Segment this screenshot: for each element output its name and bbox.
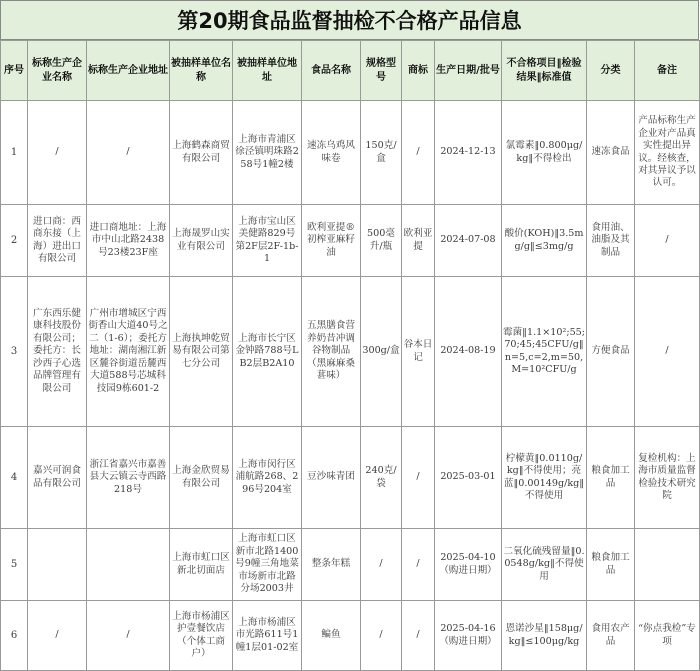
cell-sampled-unit: 上海市杨浦区护壹餐饮店（个体工商户） [170, 601, 233, 671]
cell-sampled-unit: 上海鹤森商贸有限公司 [170, 101, 233, 205]
header-food-name: 食品名称 [302, 41, 361, 101]
header-failed-item: 不合格项目‖检验结果‖标准值 [502, 41, 587, 101]
cell-remark: / [635, 205, 700, 277]
cell-sampled-address: 上海市青浦区徐泾镇明珠路258号1幢2楼 [233, 101, 302, 205]
table-row [1, 205, 700, 277]
cell-sampled-unit: 上海市虹口区新北切面店 [170, 529, 233, 601]
cell-no: 6 [1, 601, 28, 671]
cell-brand: / [402, 101, 435, 205]
cell-sampled-address: 上海市闵行区浦航路268、296号204室 [233, 427, 302, 529]
cell-spec: 240克/袋 [361, 427, 402, 529]
cell-brand: / [402, 427, 435, 529]
cell-failed-item: 柠檬黄‖0.0110g/kg‖不得使用；亮蓝‖0.00149g/kg‖不得使用 [502, 427, 587, 529]
cell-remark: 复检机构：上海市质量监督检验技术研究院 [635, 427, 700, 529]
header-spec: 规格型号 [361, 41, 402, 101]
cell-producer-address: / [87, 101, 170, 205]
cell-sampled-unit: 上海执坤乾贸易有限公司第七分公司 [170, 277, 233, 427]
table-row [1, 529, 700, 601]
cell-failed-item: 恩诺沙星‖158μg/kg‖≤100μg/kg [502, 601, 587, 671]
cell-category: 速冻食品 [587, 101, 635, 205]
cell-remark: / [635, 277, 700, 427]
cell-food-name: 整条年糕 [302, 529, 361, 601]
cell-date: 2025-03-01 [435, 427, 502, 529]
cell-brand: 谷本日记 [402, 277, 435, 427]
cell-failed-item: 酸价(KOH)‖3.5mg/g‖≤3mg/g [502, 205, 587, 277]
table-row [1, 277, 700, 427]
inspection-table [0, 40, 700, 671]
header-date: 生产日期/批号 [435, 41, 502, 101]
cell-date: 2024-08-19 [435, 277, 502, 427]
page-title: 第20期食品监督抽检不合格产品信息 [0, 0, 699, 40]
table-row [1, 427, 700, 529]
cell-sampled-unit: 上海金欣贸易有限公司 [170, 427, 233, 529]
cell-no: 2 [1, 205, 28, 277]
cell-remark: “你点我检”专项 [635, 601, 700, 671]
cell-remark [635, 529, 700, 601]
header-producer: 标称生产企业名称 [28, 41, 87, 101]
cell-brand: / [402, 529, 435, 601]
cell-failed-item: 霉菌‖1.1×10²;55;70;45;45CFU/g‖n=5,c=2,m=50,M=10²CFU/g [502, 277, 587, 427]
cell-brand: 欧利亚提 [402, 205, 435, 277]
cell-sampled-address: 上海市宝山区美健路829号第2F层2F-1b-1 [233, 205, 302, 277]
cell-food-name: 速冻乌鸡风味卷 [302, 101, 361, 205]
table-row [1, 101, 700, 205]
cell-producer [28, 529, 87, 601]
cell-sampled-unit: 上海晟罗山实业有限公司 [170, 205, 233, 277]
cell-sampled-address: 上海市虹口区新市北路1400号9幢三角地菜市场新市北路分场2003井 [233, 529, 302, 601]
header-remark: 备注 [635, 41, 700, 101]
cell-producer-address: / [87, 601, 170, 671]
header-brand: 商标 [402, 41, 435, 101]
header-sampled-address: 被抽样单位地址 [233, 41, 302, 101]
header-row [1, 41, 700, 101]
cell-no: 1 [1, 101, 28, 205]
cell-spec: / [361, 529, 402, 601]
cell-no: 4 [1, 427, 28, 529]
cell-sampled-address: 上海市杨浦区市光路611号1幢1层01-02室 [233, 601, 302, 671]
cell-food-name: 五黑膳食营养奶昔冲调谷物制品（黑麻麻桑葚味） [302, 277, 361, 427]
cell-category: 粮食加工品 [587, 427, 635, 529]
cell-spec: 500毫升/瓶 [361, 205, 402, 277]
cell-producer-address: 浙江省嘉兴市嘉善县大云镇云寺西路218号 [87, 427, 170, 529]
cell-producer: 嘉兴可润食品有限公司 [28, 427, 87, 529]
cell-producer: 进口商：西商东接（上海）进出口有限公司 [28, 205, 87, 277]
cell-producer-address [87, 529, 170, 601]
cell-no: 3 [1, 277, 28, 427]
cell-spec: / [361, 601, 402, 671]
cell-sampled-address: 上海市长宁区金钟路788号LB2层B2A10 [233, 277, 302, 427]
header-sampled-unit: 被抽样单位名称 [170, 41, 233, 101]
cell-date: 2025-04-16（购进日期） [435, 601, 502, 671]
cell-producer: / [28, 601, 87, 671]
cell-spec: 300g/盒 [361, 277, 402, 427]
cell-category: 食用农产品 [587, 601, 635, 671]
cell-remark: 产品标称生产企业对产品真实性提出异议。经核查，对其异议予以认可。 [635, 101, 700, 205]
cell-spec: 150克/盒 [361, 101, 402, 205]
cell-category: 食用油、油脂及其制品 [587, 205, 635, 277]
cell-date: 2025-04-10（购进日期） [435, 529, 502, 601]
cell-food-name: 欧利亚提®初榨亚麻籽油 [302, 205, 361, 277]
cell-failed-item: 氯霉素‖0.800μg/kg‖不得检出 [502, 101, 587, 205]
cell-date: 2024-12-13 [435, 101, 502, 205]
cell-failed-item: 二氧化硫残留量‖0.0548g/kg‖不得使用 [502, 529, 587, 601]
cell-food-name: 鳊鱼 [302, 601, 361, 671]
cell-date: 2024-07-08 [435, 205, 502, 277]
cell-producer-address: 进口商地址：上海市中山北路2438号23楼23F座 [87, 205, 170, 277]
cell-brand: / [402, 601, 435, 671]
table-row [1, 601, 700, 671]
cell-producer: / [28, 101, 87, 205]
cell-category: 方便食品 [587, 277, 635, 427]
header-no: 序号 [1, 41, 28, 101]
header-category: 分类 [587, 41, 635, 101]
header-producer-address: 标称生产企业地址 [87, 41, 170, 101]
cell-category: 粮食加工品 [587, 529, 635, 601]
cell-no: 5 [1, 529, 28, 601]
cell-food-name: 豆沙味青团 [302, 427, 361, 529]
cell-producer: 广东西乐健康科技股份有限公司；委托方：长沙西子心选品牌管理有限公司 [28, 277, 87, 427]
cell-producer-address: 广州市增城区宁西街香山大道40号之二（1-6）；委托方地址：湖南湘江新区麓谷街道岳麓西大道588号芯城科技园9栋601-2 [87, 277, 170, 427]
